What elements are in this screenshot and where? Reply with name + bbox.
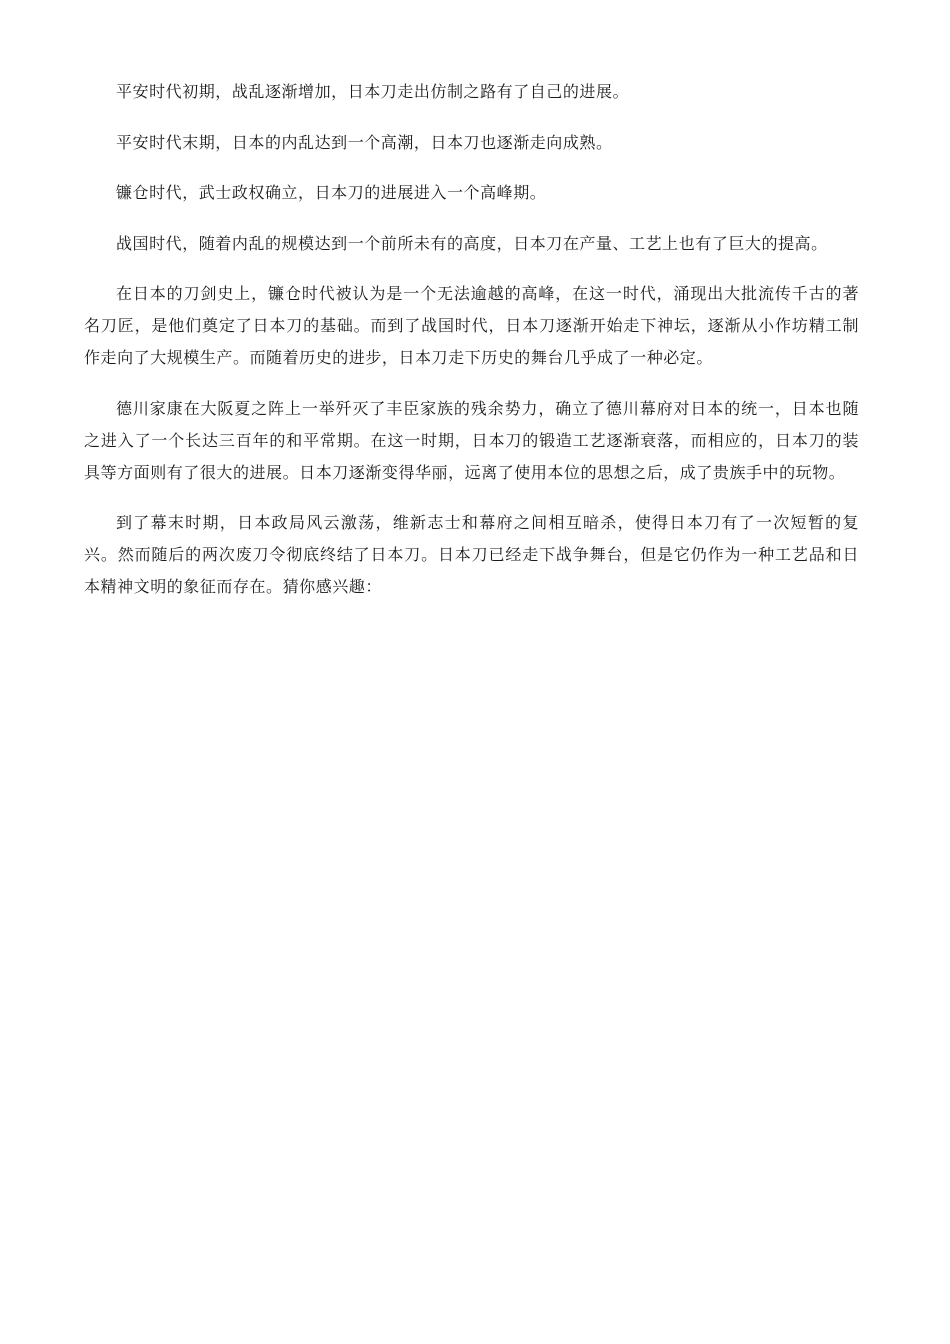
- paragraph-bakumatsu: 到了幕末时期，日本政局风云激荡，维新志士和幕府之间相互暗杀，使得日本刀有了一次短暂的复兴。然而随后的两次废刀令彻底终结了日本刀。日本刀已经走下战争舞台，但是它仍作为一种工艺品和日本精神文明的象征而存在。猜你感兴趣：: [84, 513, 859, 596]
- paragraph-edo: 德川家康在大阪夏之阵上一举歼灭了丰臣家族的残余势力，确立了德川幕府对日本的统一，日本也随之进入了一个长达三百年的和平常期。在这一时期，日本刀的锻造工艺逐渐衰落，而相应的，日本刀的装具等方面则有了很大的进展。日本刀逐渐变得华丽，远离了使用本位的思想之后，成了贵族手中的玩物。: [84, 398, 859, 482]
- paragraph-heian-early: 平安时代初期，战乱逐渐增加，日本刀走出仿制之路有了自己的进展。: [116, 82, 630, 101]
- document-body: [84, 76, 859, 622]
- paragraph-sword-history: 在日本的刀剑史上，镰仓时代被认为是一个无法逾越的高峰，在这一时代，涌现出大批流传千古的著名刀匠，是他们奠定了日本刀的基础。而到了战国时代，日本刀逐渐开始走下神坛，逐渐从小作坊精工制作走向了大规模生产。而随着历史的进步，日本刀走下历史的舞台几乎成了一种必定。: [84, 284, 859, 367]
- paragraph-heian-late: 平安时代末期，日本的内乱达到一个高潮，日本刀也逐渐走向成熟。: [116, 132, 613, 152]
- paragraph-kamakura: 镰仓时代，武士政权确立，日本刀的进展进入一个高峰期。: [116, 183, 547, 202]
- paragraph-sengoku: 战国时代，随着内乱的规模达到一个前所未有的高度，日本刀在产量、工艺上也有了巨大的提高。: [116, 233, 828, 253]
